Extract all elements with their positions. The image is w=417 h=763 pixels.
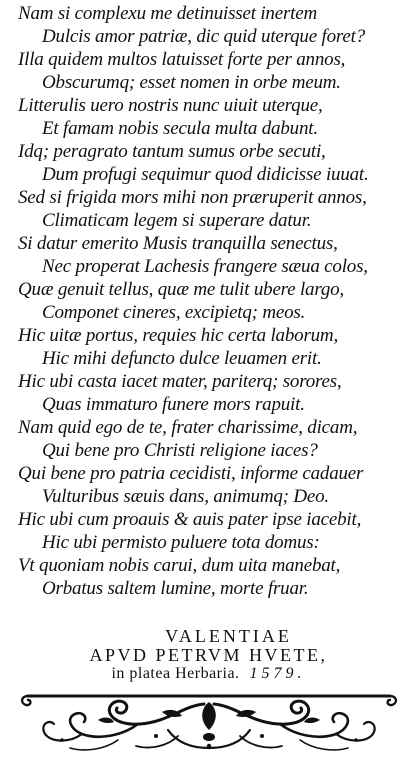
verse-line: Litterulis uero nostris nunc uiuit uterque,	[18, 95, 323, 116]
verse-line: Componet cineres, excipietq; meos.	[42, 302, 306, 323]
imprint-city: VALENTIAE	[165, 626, 292, 646]
verse-line: Nam quid ego de te, frater charissime, dicam,	[18, 417, 358, 438]
verse-line: Hic ubi permisto puluere tota domus:	[42, 532, 320, 553]
verse-line: Dulcis amor patriæ, dic quid uterque foret?	[42, 26, 366, 47]
scrollwork-tailpiece-icon	[18, 690, 400, 756]
verse-line: Illa quidem multos latuisset forte per annos,	[18, 49, 346, 70]
imprint-year: 1579.	[249, 665, 306, 682]
verse-line: Hic ubi cum proauis & auis pater ipse iacebit,	[18, 509, 362, 530]
verse-line: Idq; peragrato tantum sumus orbe secuti,	[18, 141, 326, 162]
verse-line: Climaticam legem si superare datur.	[42, 210, 312, 231]
verse-line: Obscurumq; esset nomen in orbe meum.	[42, 72, 341, 93]
verse-line: Sed si frigida mors mihi non præruperit annos,	[18, 187, 367, 208]
verse-line: Vt quoniam nobis carui, dum uita manebat,	[18, 555, 341, 576]
verse-line: Vulturibus sæuis dans, animumq; Deo.	[42, 486, 329, 507]
imprint-place-line	[0, 665, 417, 683]
verse-line: Quas immaturo funere mors rapuit.	[42, 394, 305, 415]
verse-line: Si datur emerito Musis tranquilla senectus,	[18, 233, 338, 254]
verse-line: Et famam nobis secula multa dabunt.	[42, 118, 318, 139]
verse-line: Dum profugi sequimur quod didicisse iuuat.	[42, 164, 369, 185]
verse-line: Hic uitæ portus, requies hic certa laborum,	[18, 325, 339, 346]
verse-line: Hic ubi casta iacet mater, pariterq; sorores,	[18, 371, 342, 392]
verse-line: Nam si complexu me detinuisset inertem	[18, 3, 317, 24]
imprint-place: in platea Herbaria.	[111, 665, 240, 682]
verse-line: Hic mihi defuncto dulce leuamen erit.	[42, 348, 322, 369]
verse-line: Quæ genuit tellus, quæ me tulit ubere largo,	[18, 279, 344, 300]
imprint-printer: APVD PETRVM HVETE,	[89, 645, 328, 665]
verse-line: Nec properat Lachesis frangere sæua colos,	[42, 256, 368, 277]
verse-line: Qui bene pro Christi religione iaces?	[42, 440, 318, 461]
verse-line: Orbatus saltem lumine, morte fruar.	[42, 578, 309, 599]
verse-line: Qui bene pro patria cecidisti, informe cadauer	[18, 463, 364, 484]
